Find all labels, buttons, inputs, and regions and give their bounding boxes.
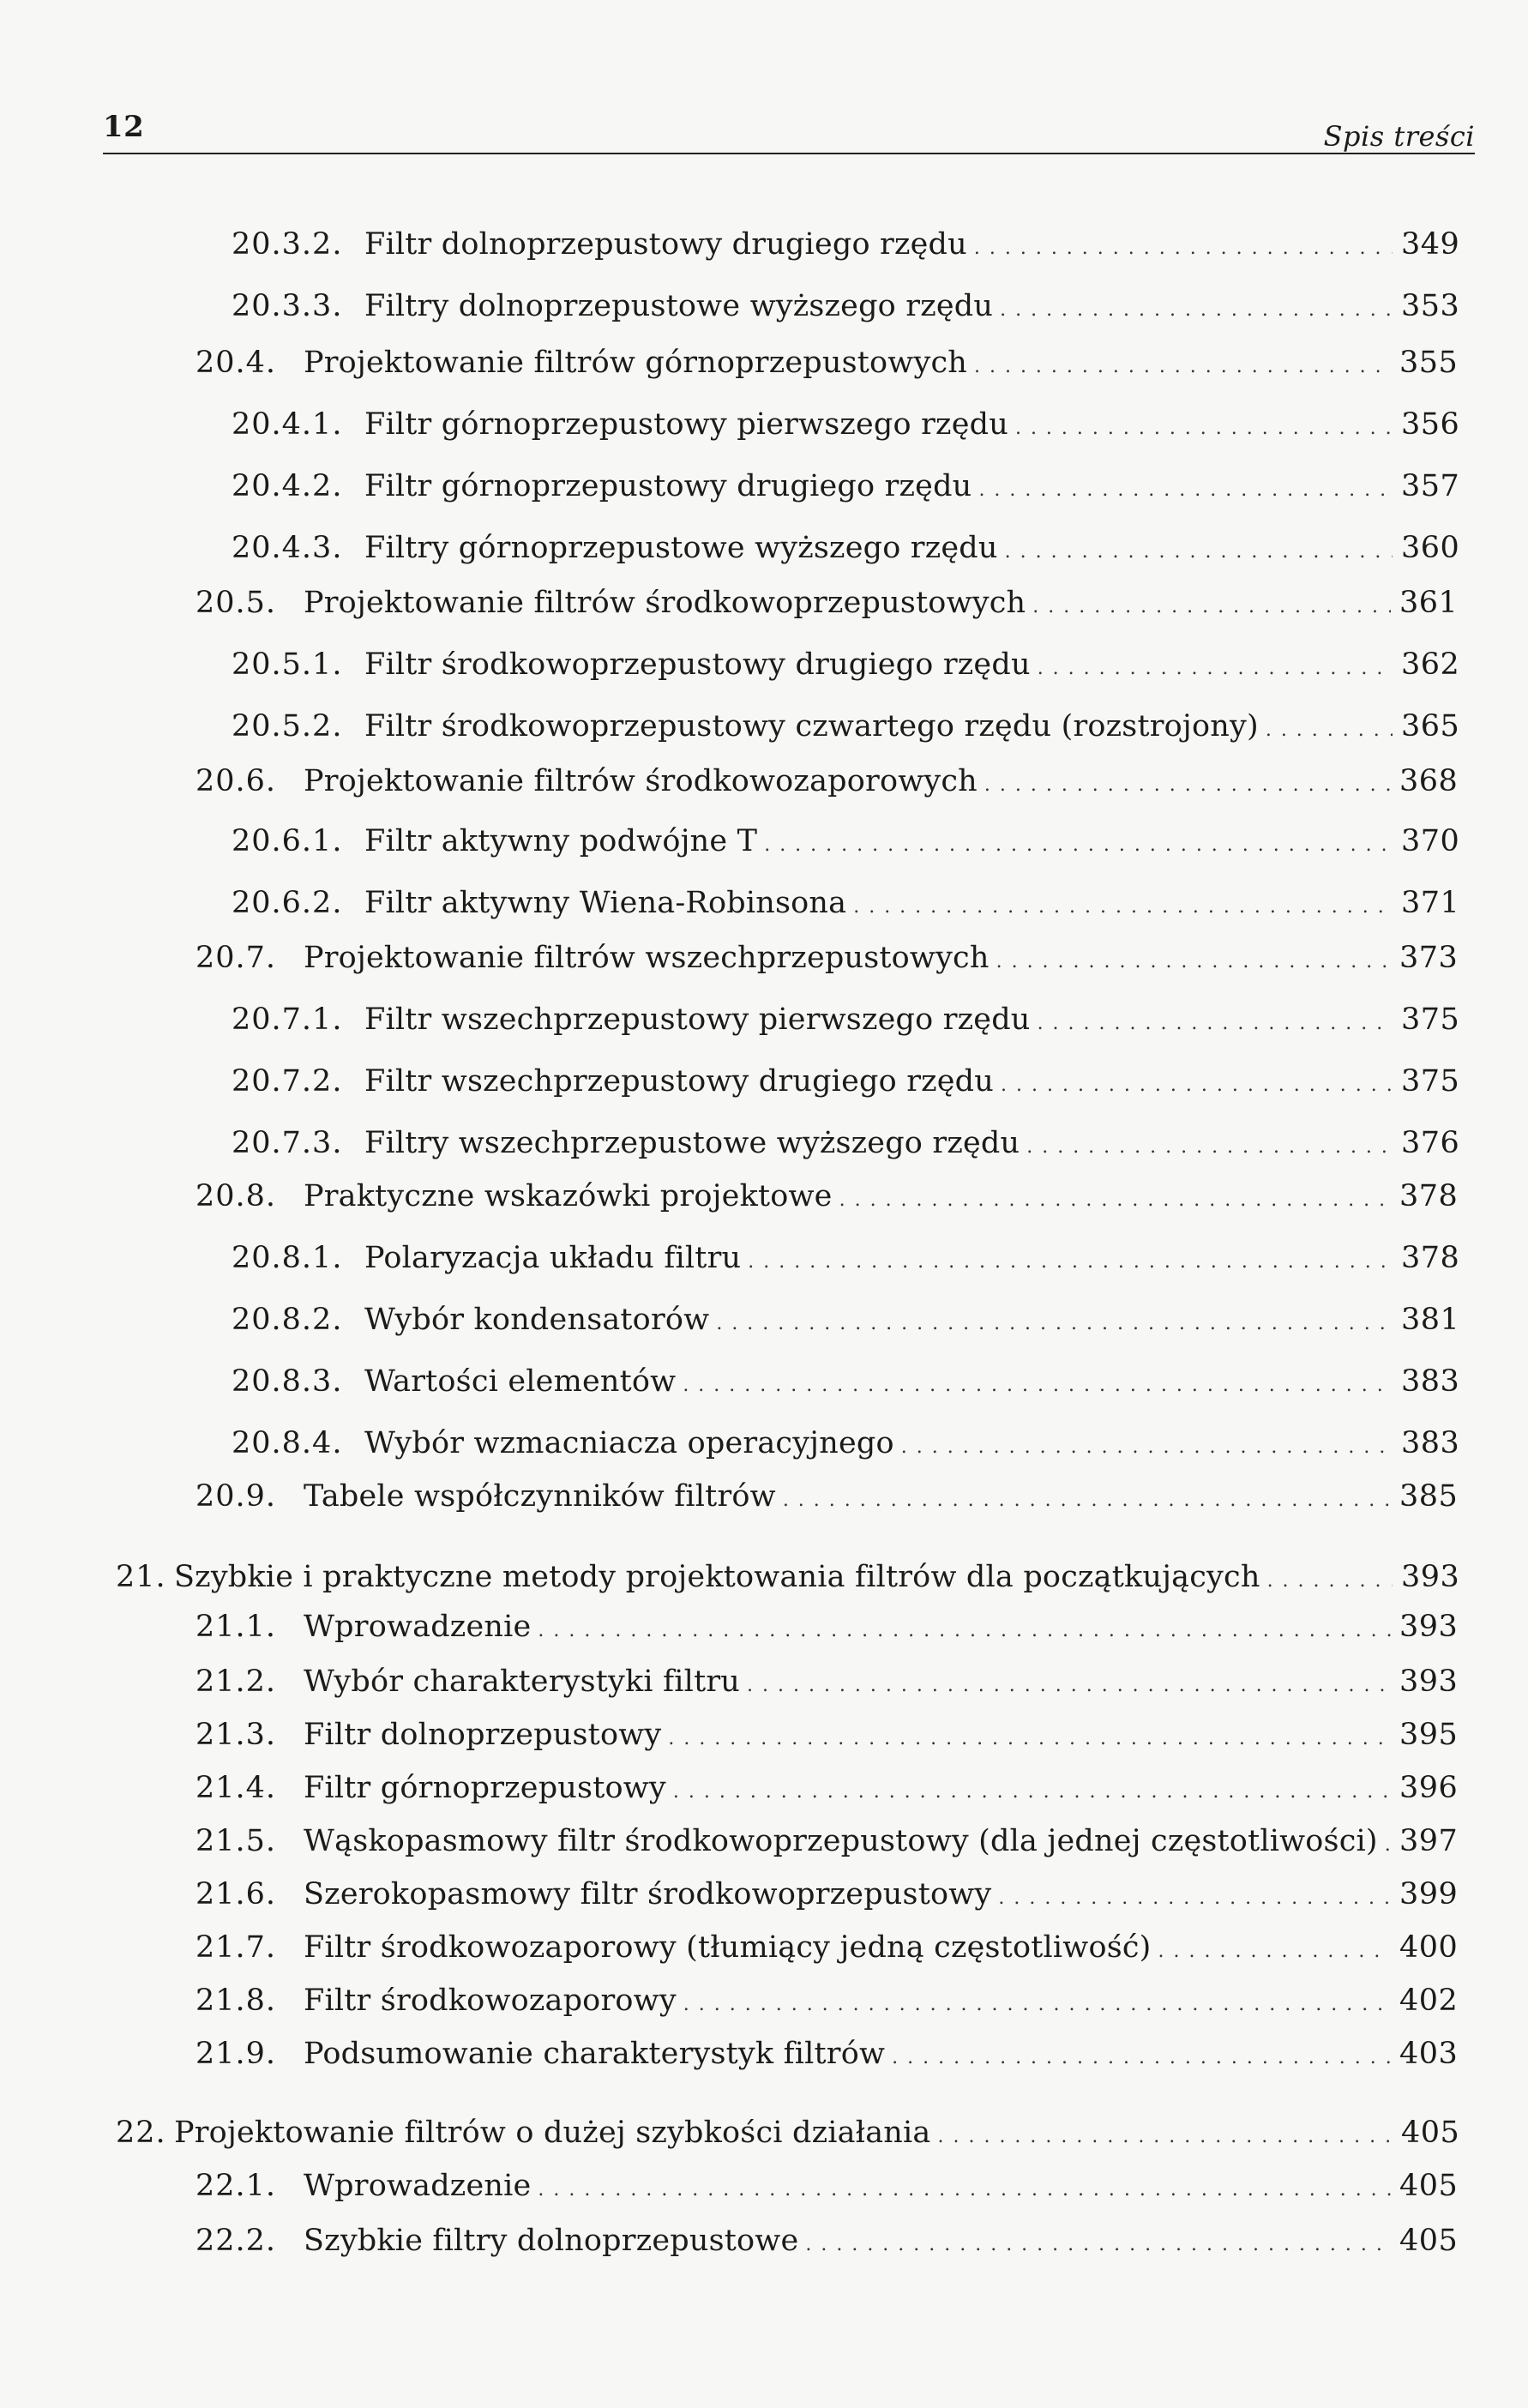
toc-entry	[196, 2166, 1459, 2206]
toc-entry	[232, 883, 1458, 923]
toc-entry-page: 405	[1399, 2224, 1459, 2258]
toc-entry-title: Filtr górnoprzepustowy pierwszego rzędu	[364, 407, 1008, 442]
toc-entry-title: Projektowanie filtrów o dużej szybkości działania	[174, 2116, 931, 2150]
toc-entry-page: 383	[1401, 1364, 1460, 1399]
toc-entry-number: 20.8.1.	[232, 1241, 343, 1275]
toc-entry	[196, 1875, 1459, 1914]
toc-entry	[232, 707, 1458, 746]
toc-entry-title: Filtr wszechprzepustowy drugiego rzędu	[364, 1064, 995, 1099]
toc-entry-title: Praktyczne wskazówki projektowe	[304, 1179, 833, 1213]
toc-entry-title: Polaryzacja układu filtru	[364, 1241, 742, 1275]
toc-entry-number: 20.3.3.	[232, 289, 343, 323]
toc-entry-page: 368	[1399, 764, 1459, 798]
toc-entry-number: 22.2.	[196, 2224, 277, 2258]
dot-leader	[683, 1366, 1393, 1406]
toc-entry-number: 20.4.3.	[232, 531, 343, 565]
toc-entry-title: Filtr wszechprzepustowy pierwszego rzędu	[364, 1002, 1031, 1037]
toc-entry-title: Filtr aktywny podwójne T	[364, 824, 758, 858]
toc-entry-number: 20.8.	[196, 1179, 277, 1213]
toc-entry-title: Wąskopasmowy filtr środkowoprzepustowy (dla jednej częstotliwości)	[304, 1824, 1378, 1858]
toc-entry	[232, 1300, 1458, 1339]
toc-entry-number: 21.8.	[196, 1984, 277, 2018]
toc-entry-page: 381	[1401, 1303, 1460, 1337]
dot-leader	[748, 1243, 1393, 1282]
toc-entry-page: 371	[1401, 886, 1460, 920]
dot-leader	[1026, 1128, 1393, 1167]
dot-leader	[1267, 1562, 1393, 1601]
toc-entry-page: 399	[1399, 1877, 1459, 1911]
dot-leader	[538, 1611, 1391, 1651]
toc-entry-page: 356	[1401, 407, 1460, 442]
toc-entry-number: 20.3.2.	[232, 227, 343, 262]
toc-entry-title: Tabele współczynników filtrów	[304, 1479, 776, 1514]
toc-entry-title: Wprowadzenie	[304, 2169, 532, 2203]
toc-entry-title: Filtr środkowoprzepustowy czwartego rzędu (rozstrojony)	[364, 709, 1259, 743]
toc-entry-page: 397	[1399, 1824, 1459, 1858]
toc-entry-page: 383	[1401, 1426, 1460, 1460]
toc-entry-number: 21.6.	[196, 1877, 277, 1911]
toc-entry-number: 21.5.	[196, 1824, 277, 1858]
dot-leader	[1266, 711, 1393, 750]
toc-entry-number: 22.	[116, 2116, 166, 2150]
toc-entry-title: Projektowanie filtrów środkowoprzepustowych	[304, 586, 1026, 620]
toc-entry	[232, 822, 1458, 861]
toc-entry-page: 355	[1399, 346, 1459, 380]
toc-entry-page: 360	[1401, 531, 1460, 565]
toc-entry	[196, 938, 1459, 978]
dot-leader	[901, 1428, 1393, 1467]
dot-leader	[938, 2117, 1393, 2157]
toc-entry	[196, 1477, 1459, 1516]
toc-entry	[196, 762, 1459, 801]
toc-chapter	[116, 1557, 1458, 1597]
dot-leader	[974, 229, 1393, 268]
toc-entry-number: 20.6.2.	[232, 886, 343, 920]
toc-entry	[232, 1123, 1458, 1163]
toc-entry	[232, 528, 1458, 568]
dot-leader	[839, 1181, 1391, 1220]
toc-entry-page: 365	[1401, 709, 1460, 743]
dot-leader	[1005, 533, 1393, 572]
dot-leader	[1000, 291, 1393, 330]
toc-entry-page: 378	[1399, 1179, 1459, 1213]
dot-leader	[984, 766, 1391, 805]
toc-entry-number: 22.1.	[196, 2169, 277, 2203]
toc-entry-title: Szybkie i praktyczne metody projektowania filtrów dla początkujących	[174, 1560, 1260, 1594]
dot-leader	[1385, 1826, 1391, 1865]
dot-leader	[783, 1481, 1391, 1520]
dot-leader	[1038, 1004, 1393, 1044]
dot-leader	[978, 471, 1393, 510]
toc-entry-number: 21.1.	[196, 1610, 277, 1644]
toc-entry-title: Projektowanie filtrów środkowozaporowych	[304, 764, 978, 798]
toc-entry-number: 20.5.1.	[232, 647, 343, 682]
toc-entry-title: Podsumowanie charakterystyk filtrów	[304, 2037, 886, 2071]
toc-entry-title: Szerokopasmowy filtr środkowoprzepustowy	[304, 1877, 992, 1911]
toc-entry-page: 375	[1401, 1002, 1460, 1037]
toc-entry	[232, 286, 1458, 326]
toc-entry-title: Projektowanie filtrów wszechprzepustowych	[304, 941, 990, 975]
dot-leader	[716, 1304, 1393, 1344]
toc-entry-title: Filtr aktywny Wiena-Robinsona	[364, 886, 847, 920]
dot-leader	[683, 1985, 1391, 2025]
toc-entry-title: Filtr środkowozaporowy (tłumiący jedną częstotliwość)	[304, 1930, 1152, 1965]
toc-entry	[232, 1062, 1458, 1101]
toc-entry-number: 20.6.1.	[232, 824, 343, 858]
toc-entry-number: 21.7.	[196, 1930, 277, 1965]
toc-entry-title: Filtr górnoprzepustowy drugiego rzędu	[364, 469, 972, 503]
toc-entry	[196, 1981, 1459, 2020]
toc-entry-title: Filtr dolnoprzepustowy drugiego rzędu	[364, 227, 967, 262]
toc-entry-title: Filtr środkowozaporowy	[304, 1984, 677, 2018]
toc-entry-number: 20.7.3.	[232, 1126, 343, 1160]
toc-entry-page: 393	[1399, 1665, 1459, 1699]
toc-entry	[196, 1177, 1459, 1216]
toc-entry-title: Filtry wszechprzepustowe wyższego rzędu	[364, 1126, 1020, 1160]
toc-entry-page: 393	[1399, 1610, 1459, 1644]
toc-entry-title: Filtr dolnoprzepustowy	[304, 1718, 662, 1752]
toc-entry-title: Filtr górnoprzepustowy	[304, 1771, 666, 1805]
dot-leader	[892, 2038, 1391, 2078]
dot-leader	[974, 347, 1391, 387]
toc-entry	[196, 1928, 1459, 1967]
toc-entry-page: 357	[1401, 469, 1460, 503]
toc-entry	[232, 405, 1458, 444]
toc-entry-page: 376	[1401, 1126, 1460, 1160]
toc-entry-title: Filtry górnoprzepustowe wyższego rzędu	[364, 531, 998, 565]
toc-entry	[232, 467, 1458, 506]
toc-entry-page: 405	[1401, 2116, 1460, 2150]
dot-leader	[747, 1666, 1391, 1706]
dot-leader	[538, 2170, 1391, 2210]
toc-entry-page: 402	[1399, 1984, 1459, 2018]
toc-entry-page: 396	[1399, 1771, 1459, 1805]
dot-leader	[1158, 1932, 1391, 1972]
dot-leader	[1032, 587, 1391, 627]
page-number: 12	[103, 110, 145, 144]
toc-entry-title: Projektowanie filtrów górnoprzepustowych	[304, 346, 967, 380]
toc-entry-number: 20.4.2.	[232, 469, 343, 503]
toc-entry-page: 349	[1401, 227, 1460, 262]
toc-entry-number: 21.4.	[196, 1771, 277, 1805]
toc-entry-page: 395	[1399, 1718, 1459, 1752]
toc-entry-number: 20.5.2.	[232, 709, 343, 743]
toc-entry-number: 21.9.	[196, 2037, 277, 2071]
toc-entry-title: Filtry dolnoprzepustowe wyższego rzędu	[364, 289, 994, 323]
toc-entry-number: 21.3.	[196, 1718, 277, 1752]
running-title: Spis treści	[1323, 120, 1475, 153]
dot-leader	[764, 826, 1393, 865]
toc-entry	[196, 1768, 1459, 1808]
toc-entry-page: 373	[1399, 941, 1459, 975]
toc-entry-title: Wybór charakterystyki filtru	[304, 1665, 741, 1699]
toc-entry-title: Filtr środkowoprzepustowy drugiego rzędu	[364, 647, 1031, 682]
toc-entry	[196, 343, 1459, 382]
toc-entry-title: Wybór kondensatorów	[364, 1303, 710, 1337]
toc-entry	[196, 1715, 1459, 1755]
toc-entry-number: 20.9.	[196, 1479, 277, 1514]
toc-entry	[232, 1238, 1458, 1278]
dot-leader	[673, 1773, 1391, 1812]
dot-leader	[805, 2225, 1391, 2265]
dot-leader	[998, 1879, 1391, 1918]
toc-entry-page: 353	[1401, 289, 1460, 323]
toc-entry-number: 20.4.	[196, 346, 277, 380]
dot-leader	[853, 888, 1393, 927]
toc-entry-number: 21.2.	[196, 1665, 277, 1699]
toc-entry-number: 20.7.	[196, 941, 277, 975]
dot-leader	[1015, 409, 1393, 448]
dot-leader	[668, 1719, 1391, 1759]
toc-entry	[232, 1424, 1458, 1463]
toc-entry-page: 403	[1399, 2037, 1459, 2071]
toc-entry	[196, 1821, 1459, 1861]
toc-entry	[196, 1662, 1459, 1701]
toc-entry-page: 375	[1401, 1064, 1460, 1099]
toc-entry-page: 400	[1399, 1930, 1459, 1965]
toc-entry	[232, 645, 1458, 684]
toc-entry-title: Wybór wzmacniacza operacyjnego	[364, 1426, 894, 1460]
toc-entry-page: 378	[1401, 1241, 1460, 1275]
toc-entry-number: 20.7.1.	[232, 1002, 343, 1037]
toc-entry-title: Szybkie filtry dolnoprzepustowe	[304, 2224, 799, 2258]
toc-entry-page: 362	[1401, 647, 1460, 682]
dot-leader	[1001, 1066, 1393, 1105]
toc-entry-number: 20.8.2.	[232, 1303, 343, 1337]
toc-entry	[196, 2034, 1459, 2074]
dot-leader	[996, 942, 1391, 982]
toc-entry-number: 20.8.3.	[232, 1364, 343, 1399]
toc-entry	[232, 1000, 1458, 1039]
toc-entry	[232, 1362, 1458, 1401]
toc-entry-title: Wartości elementów	[364, 1364, 677, 1399]
toc-entry-page: 405	[1399, 2169, 1459, 2203]
toc-entry-title: Wprowadzenie	[304, 1610, 532, 1644]
toc-entry-number: 21.	[116, 1560, 166, 1594]
toc-entry-page: 370	[1401, 824, 1460, 858]
toc-entry	[196, 1607, 1459, 1646]
toc-entry-page: 385	[1399, 1479, 1459, 1514]
toc-entry-number: 20.8.4.	[232, 1426, 343, 1460]
toc-entry-page: 393	[1401, 1560, 1460, 1594]
toc-entry	[232, 225, 1458, 264]
dot-leader	[1038, 649, 1393, 689]
toc-entry-number: 20.7.2.	[232, 1064, 343, 1099]
toc-entry-number: 20.4.1.	[232, 407, 343, 442]
toc-entry-page: 361	[1399, 586, 1459, 620]
toc-chapter	[116, 2113, 1458, 2152]
toc-entry	[196, 2221, 1459, 2261]
toc-entry	[196, 583, 1459, 623]
toc-entry-number: 20.6.	[196, 764, 277, 798]
toc-entry-number: 20.5.	[196, 586, 277, 620]
